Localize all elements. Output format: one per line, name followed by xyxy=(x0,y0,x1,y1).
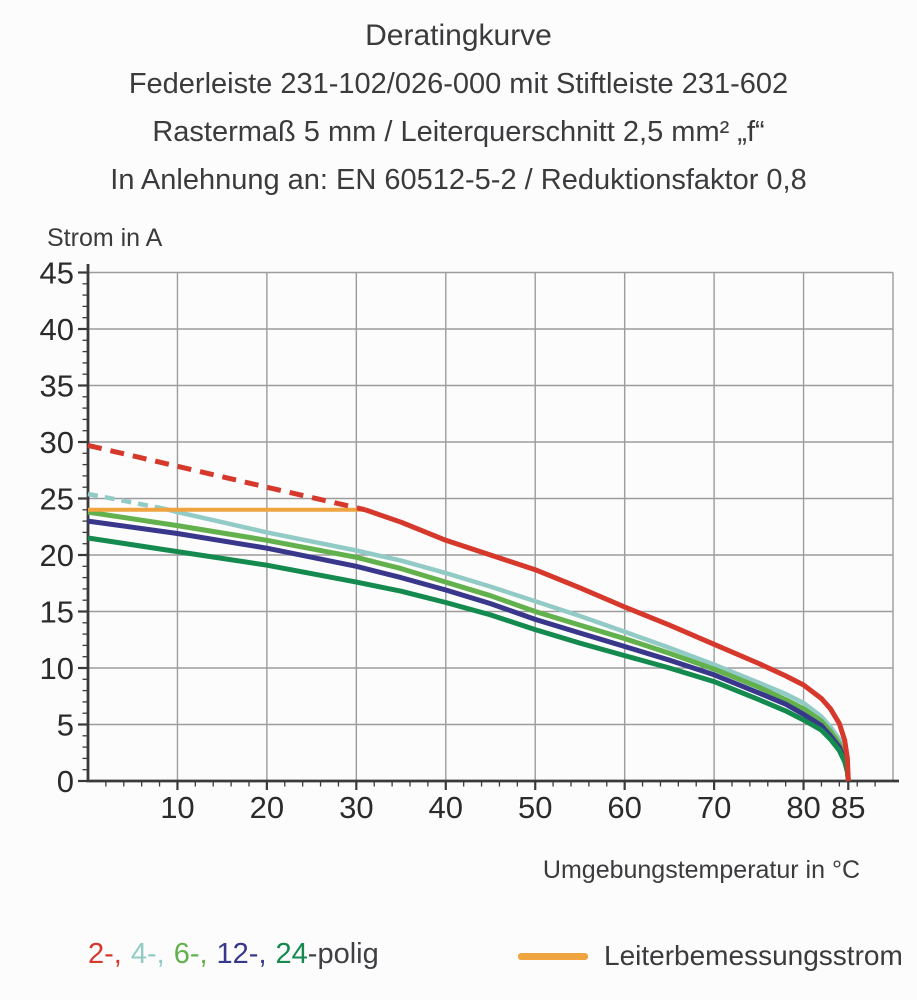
y-tick-label: 15 xyxy=(39,594,74,630)
curve-6-polig xyxy=(88,512,848,781)
x-tick-label: 40 xyxy=(428,790,464,825)
y-tick-label: 35 xyxy=(39,368,74,404)
title-subline-spec: Rastermaß 5 mm / Leiterquerschnitt 2,5 mm² „f“ xyxy=(152,116,765,148)
rated-current-label: Leiterbemessungsstrom xyxy=(604,940,903,971)
x-axis-title: Umgebungstemperatur in °C xyxy=(542,856,860,884)
legend-pole-4-polig: 4-, xyxy=(130,938,165,970)
y-tick-label: 0 xyxy=(56,764,74,799)
axes xyxy=(87,264,899,781)
x-tick-label: 10 xyxy=(160,790,195,825)
curve-24-polig xyxy=(88,538,848,781)
y-tick-label: 30 xyxy=(39,425,74,460)
y-tick-label: 10 xyxy=(39,651,74,686)
curves xyxy=(88,445,848,781)
rated-current-line-swatch xyxy=(518,953,588,960)
curve-2-polig xyxy=(365,510,848,781)
legend-pole-12-polig: 12-, xyxy=(216,938,267,970)
y-axis-title: Strom in A xyxy=(47,224,163,252)
title-subline-standard: In Anlehnung an: EN 60512-5-2 / Reduktionsfaktor 0,8 xyxy=(110,164,807,196)
x-tick-label: 70 xyxy=(696,790,732,825)
y-tick-label: 40 xyxy=(39,312,74,347)
legend-rated-current xyxy=(518,940,903,972)
x-tick-label: 50 xyxy=(517,790,553,825)
legend-poles-suffix: -polig xyxy=(307,938,379,970)
legend-pole-6-polig: 6-, xyxy=(173,938,208,970)
x-tick-label: 60 xyxy=(607,790,642,825)
legend-pole-2-polig: 2-, xyxy=(88,938,122,970)
y-tick-label: 45 xyxy=(39,255,74,291)
curve-4-polig xyxy=(88,494,164,509)
x-tick-label: 80 xyxy=(786,790,821,825)
x-tick-label: 30 xyxy=(339,790,374,825)
title-subline-product: Federleiste 231-102/026-000 mit Stiftleiste 231-602 xyxy=(128,68,789,100)
x-tick-label: 20 xyxy=(249,790,285,825)
legend-poles xyxy=(88,938,379,971)
page-title: Deratingkurve xyxy=(365,19,552,52)
x-tick-label: 85 xyxy=(831,790,866,825)
legend-pole-24-polig: 24 xyxy=(275,938,308,970)
y-tick-label: 25 xyxy=(39,481,74,517)
y-tick-label: 5 xyxy=(56,707,74,743)
y-tick-label: 20 xyxy=(39,538,74,573)
